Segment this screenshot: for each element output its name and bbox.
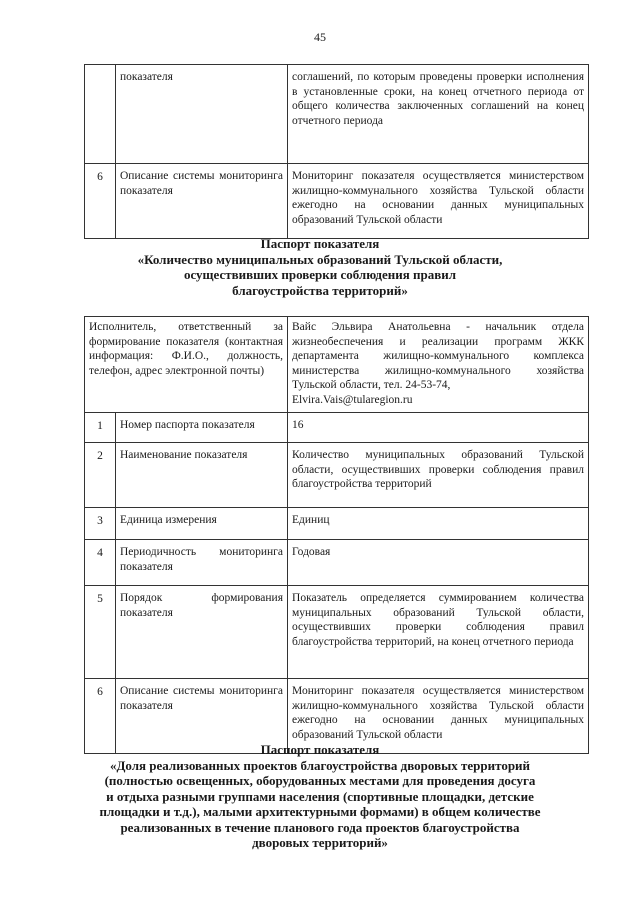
row-label: Единица измерения [116, 508, 288, 540]
passport-title-line: (полностью освещенных, оборудованных местами для проведения досуга [104, 773, 536, 788]
passport-title-line: реализованных в течение планового года проектов благоустройства [120, 819, 520, 835]
row-value: Показатель определяется суммированием количества муниципальных образований Тульской области, осуществивших проверки соблюдения правил благоустройства территорий, на конец отчетного периода [288, 586, 589, 679]
table-row [85, 164, 589, 239]
table-row [85, 443, 589, 508]
passport-title-2 [0, 742, 640, 851]
passport-title-line: благоустройства территорий» [232, 282, 408, 298]
row-value: Мониторинг показателя осуществляется министерством жилищно-коммунального хозяйства Тульской области ежегодно на основании данных муниципальных образований Тульской области [288, 164, 589, 239]
table-row [85, 413, 589, 443]
row-value: Количество муниципальных образований Тульской области, осуществивших проверки соблюдения правил благоустройства территорий [288, 443, 589, 508]
table-row [85, 508, 589, 540]
executor-email: Elvira.Vais@tularegion.ru [292, 393, 413, 406]
table-row [85, 65, 589, 164]
passport-title-line: «Доля реализованных проектов благоустройства дворовых территорий [109, 757, 531, 773]
row-number: 5 [85, 586, 116, 679]
row-label: Описание системы мониторинга показателя [116, 679, 288, 754]
passport-title-line: и отдыха разными группами населения (спортивные площадки, детские [106, 788, 534, 804]
row-label: показателя [116, 65, 288, 164]
executor-row [85, 317, 589, 413]
passport-heading: Паспорт показателя [260, 742, 380, 757]
passport-title-line: осуществивших проверки соблюдения правил [183, 267, 457, 282]
executor-value [288, 317, 589, 413]
row-label: Номер паспорта показателя [116, 413, 288, 443]
row-number [85, 65, 116, 164]
passport-title-line: площадки и т.д.), малыми архитектурными формами) в общем количестве [99, 804, 541, 819]
row-label: Наименование показателя [116, 443, 288, 508]
passport-title-line: дворовых территорий» [252, 835, 388, 850]
row-value: 16 [288, 413, 589, 443]
row-value: Мониторинг показателя осуществляется министерством жилищно-коммунального хозяйства Тульской области ежегодно на основании данных муниципальных образований Тульской области [288, 679, 589, 754]
row-number: 6 [85, 164, 116, 239]
row-label: Периодичность мониторинга показателя [116, 540, 288, 586]
passport-title-line: «Количество муниципальных образований Тульской области, [137, 251, 503, 267]
table-row [85, 540, 589, 586]
indicator-table-continued [84, 64, 589, 239]
row-number: 4 [85, 540, 116, 586]
row-value: соглашений, по которым проведены проверки исполнения в установленные сроки, на конец отчетного периода от общего количества заключенных соглашений на конец отчетного периода [288, 65, 589, 164]
row-value: Годовая [288, 540, 589, 586]
passport-title-1 [0, 236, 640, 298]
executor-label: Исполнитель, ответственный за формирование показателя (контактная информация: Ф.И.О., должность, телефон, адрес электронной почты) [85, 317, 288, 413]
passport-table-16 [84, 316, 589, 754]
row-number: 1 [85, 413, 116, 443]
row-label: Порядок формирования показателя [116, 586, 288, 679]
passport-heading: Паспорт показателя [260, 236, 380, 251]
row-number: 2 [85, 443, 116, 508]
row-number: 6 [85, 679, 116, 754]
row-value: Единиц [288, 508, 589, 540]
executor-details: Вайс Эльвира Анатольевна - начальник отдела жизнеобеспечения и реализации программ ЖКК департамента жилищно-коммунального комплекса министерства жилищно-коммунального хозяйства Тульской области, тел. 24-53-74, [292, 321, 585, 391]
page-number: 45 [314, 30, 326, 44]
table-row [85, 586, 589, 679]
row-label: Описание системы мониторинга показателя [116, 164, 288, 239]
row-number: 3 [85, 508, 116, 540]
